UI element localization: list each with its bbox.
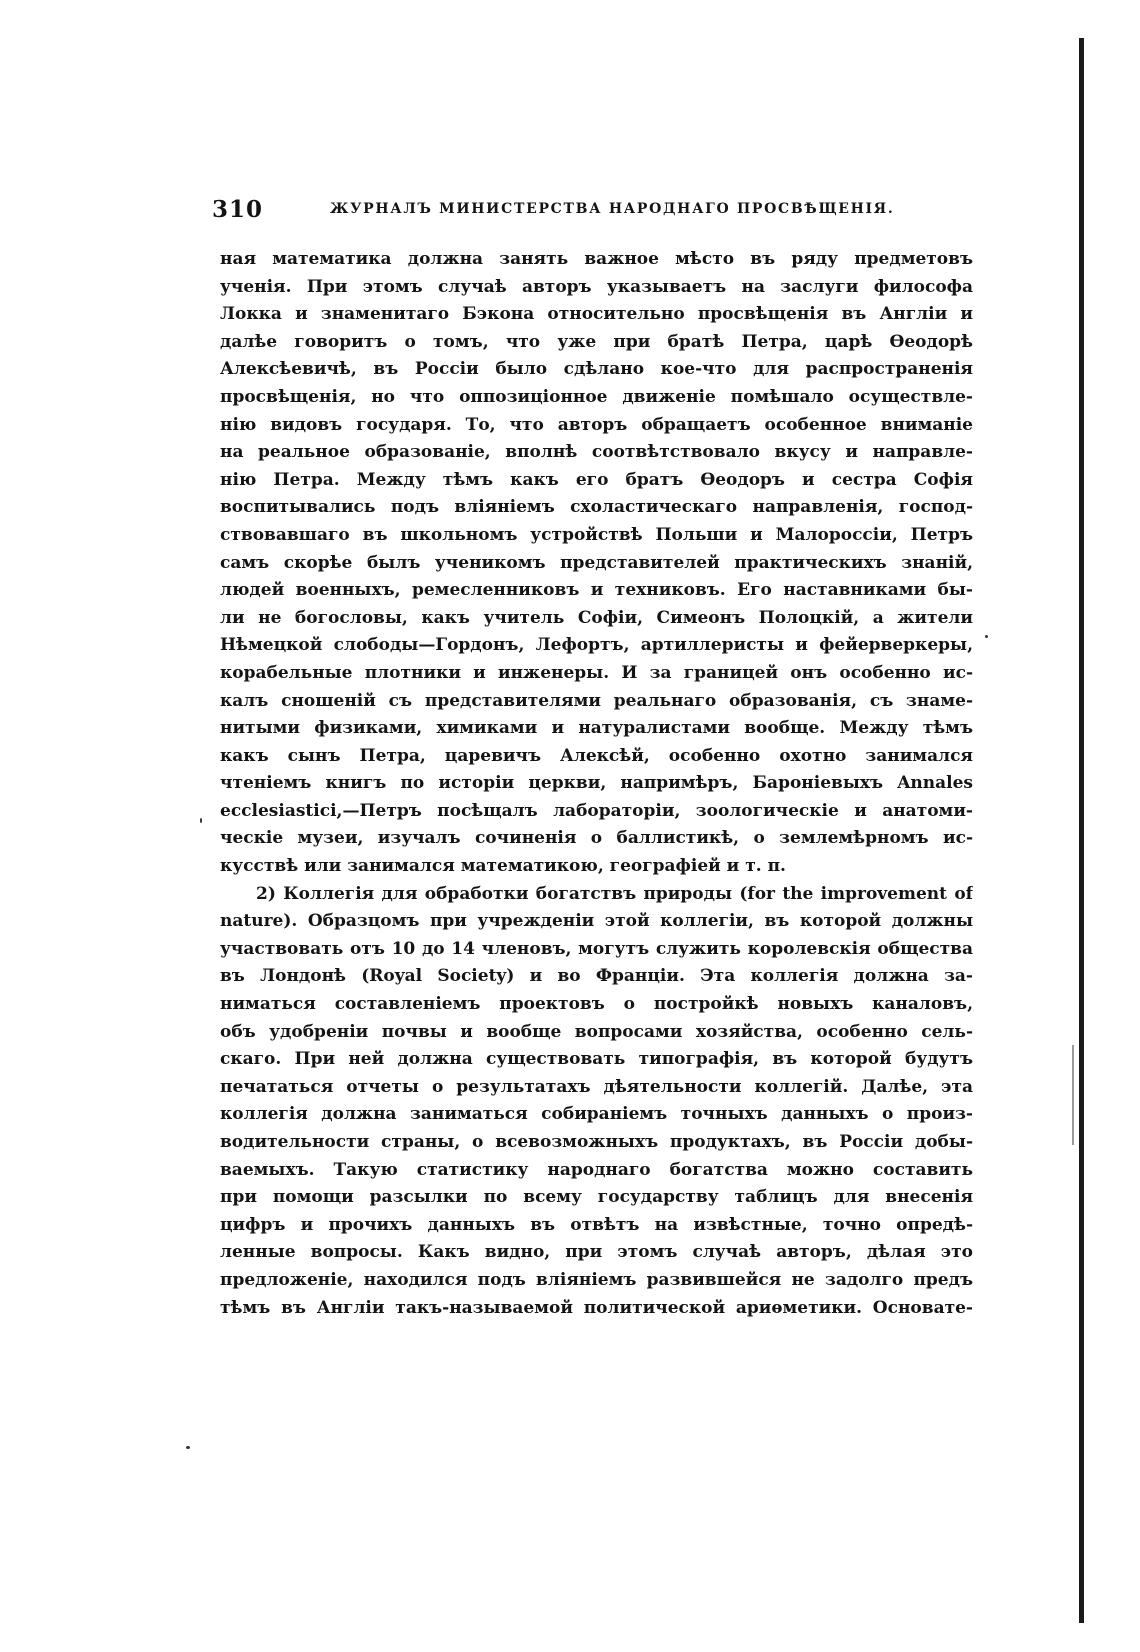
text-line: на реальное образованіе, вполнѣ соотвѣтствовало вкусу и направле- [220, 442, 973, 463]
paragraph-end-line: кусствѣ или занимался математикою, географіей и т. п. [220, 856, 786, 877]
page-header [212, 196, 970, 230]
text-line: воспитывались подъ вліяніемъ схоластическаго направленія, господ- [220, 497, 973, 518]
body-text [220, 246, 973, 1322]
text-line: предложеніе, находился подъ вліяніемъ развившейся не задолго предъ [220, 1269, 973, 1290]
text-line: какъ сынъ Петра, царевичъ Алексѣй, особенно охотно занимался [220, 745, 973, 766]
text-line: людей военныхъ, ремесленниковъ и техниковъ. Его наставниками бы- [220, 580, 973, 601]
text-line: при помощи разсылки по всему государству таблицъ для внесенія [220, 1187, 973, 1208]
page-number: 310 [212, 196, 264, 223]
text-line: ли не богословы, какъ учитель Софіи, Симеонъ Полоцкій, а жители [220, 607, 973, 628]
text-line: корабельные плотники и инженеры. И за границей онъ особенно ис- [220, 662, 973, 683]
text-line: скаго. При ней должна существовать типографія, въ которой будутъ [220, 1049, 973, 1070]
text-line: ecclesiastici,—Петръ посѣщалъ лабораторіи, зоологическіе и анатоми- [220, 800, 973, 821]
text-line: далѣе говоритъ о томъ, что уже при братѣ Петра, царѣ Өеодорѣ [220, 331, 973, 352]
page-edge-mark [1072, 1045, 1074, 1145]
text-line: объ удобреніи почвы и вообще вопросами хозяйства, особенно сель- [220, 1021, 973, 1042]
text-line: просвѣщенія, но что оппозиціонное движеніе помѣшало осуществле- [220, 386, 973, 407]
text-line: ная математика должна занять важное мѣсто въ ряду предметовъ [220, 249, 973, 269]
text-line: нитыми физиками, химиками и натуралистами вообще. Между тѣмъ [220, 718, 973, 739]
text-line: въ Лондонѣ (Royal Society) и во Франціи. Эта коллегія должна за- [220, 966, 973, 987]
scan-speck [186, 1446, 190, 1449]
scan-speck [985, 635, 988, 638]
text-line: печататься отчеты о результатахъ дѣятельности коллегій. Далѣе, эта [220, 1076, 973, 1097]
running-title: ЖУРНАЛЪ МИНИСТЕРСТВА НАРОДНАГО ПРОСВѢЩЕНІЯ. [330, 201, 895, 217]
text-line: водительности страны, о всевозможныхъ продуктахъ, въ Россіи добы- [220, 1132, 973, 1152]
text-line: ленные вопросы. Какъ видно, при этомъ случаѣ авторъ, дѣлая это [220, 1242, 973, 1263]
text-line: самъ скорѣе былъ ученикомъ представителей практическихъ знаній, [220, 552, 973, 573]
text-line: ваемыхъ. Такую статистику народнаго богатства можно составить [220, 1159, 973, 1180]
text-line: цифръ и прочихъ данныхъ въ отвѣтъ на извѣстные, точно опредѣ- [220, 1214, 973, 1235]
scan-speck [200, 818, 202, 823]
text-line: ученія. При этомъ случаѣ авторъ указываетъ на заслуги философа [220, 276, 973, 297]
text-line: участвовать отъ 10 до 14 членовъ, могутъ служить королевскія общества [220, 938, 973, 959]
text-line: ствовавшаго въ школьномъ устройствѣ Польши и Малороссіи, Петръ [220, 524, 973, 545]
page-edge-shadow [1079, 38, 1084, 1623]
text-line: ниматься составленіемъ проектовъ о постройкѣ новыхъ каналовъ, [220, 994, 973, 1015]
text-line: коллегія должна заниматься собираніемъ точныхъ данныхъ о произ- [220, 1104, 973, 1125]
text-line: нію Петра. Между тѣмъ какъ его братъ Өеодоръ и сестра Софія [220, 469, 973, 490]
text-line: тѣмъ въ Англіи такъ-называемой политической ариѳметики. Основате- [220, 1297, 973, 1318]
text-line: Алексѣевичѣ, въ Россіи было сдѣлано кое-что для распространенія [220, 359, 973, 380]
text-line: nature). Образцомъ при учрежденіи этой коллегіи, въ которой должны [220, 911, 973, 932]
text-line: ческіе музеи, изучалъ сочиненія о баллистикѣ, о землемѣрномъ ис- [220, 828, 973, 849]
text-line: Локка и знаменитаго Бэкона относительно просвѣщенія въ Англіи и [220, 304, 973, 325]
text-line: чтеніемъ книгъ по исторіи церкви, напримѣръ, Бароніевыхъ Annales [220, 773, 973, 794]
text-line: Нѣмецкой слободы—Гордонъ, Лефортъ, артиллеристы и фейерверкеры, [220, 635, 973, 656]
paragraph-start-line: 2) Коллегія для обработки богатствъ природы (for the improvement of [256, 883, 973, 904]
text-line: калъ сношеній съ представителями реальнаго образованія, съ знаме- [220, 690, 973, 711]
text-line: нію видовъ государя. То, что авторъ обращаетъ особенное вниманіе [220, 414, 973, 435]
